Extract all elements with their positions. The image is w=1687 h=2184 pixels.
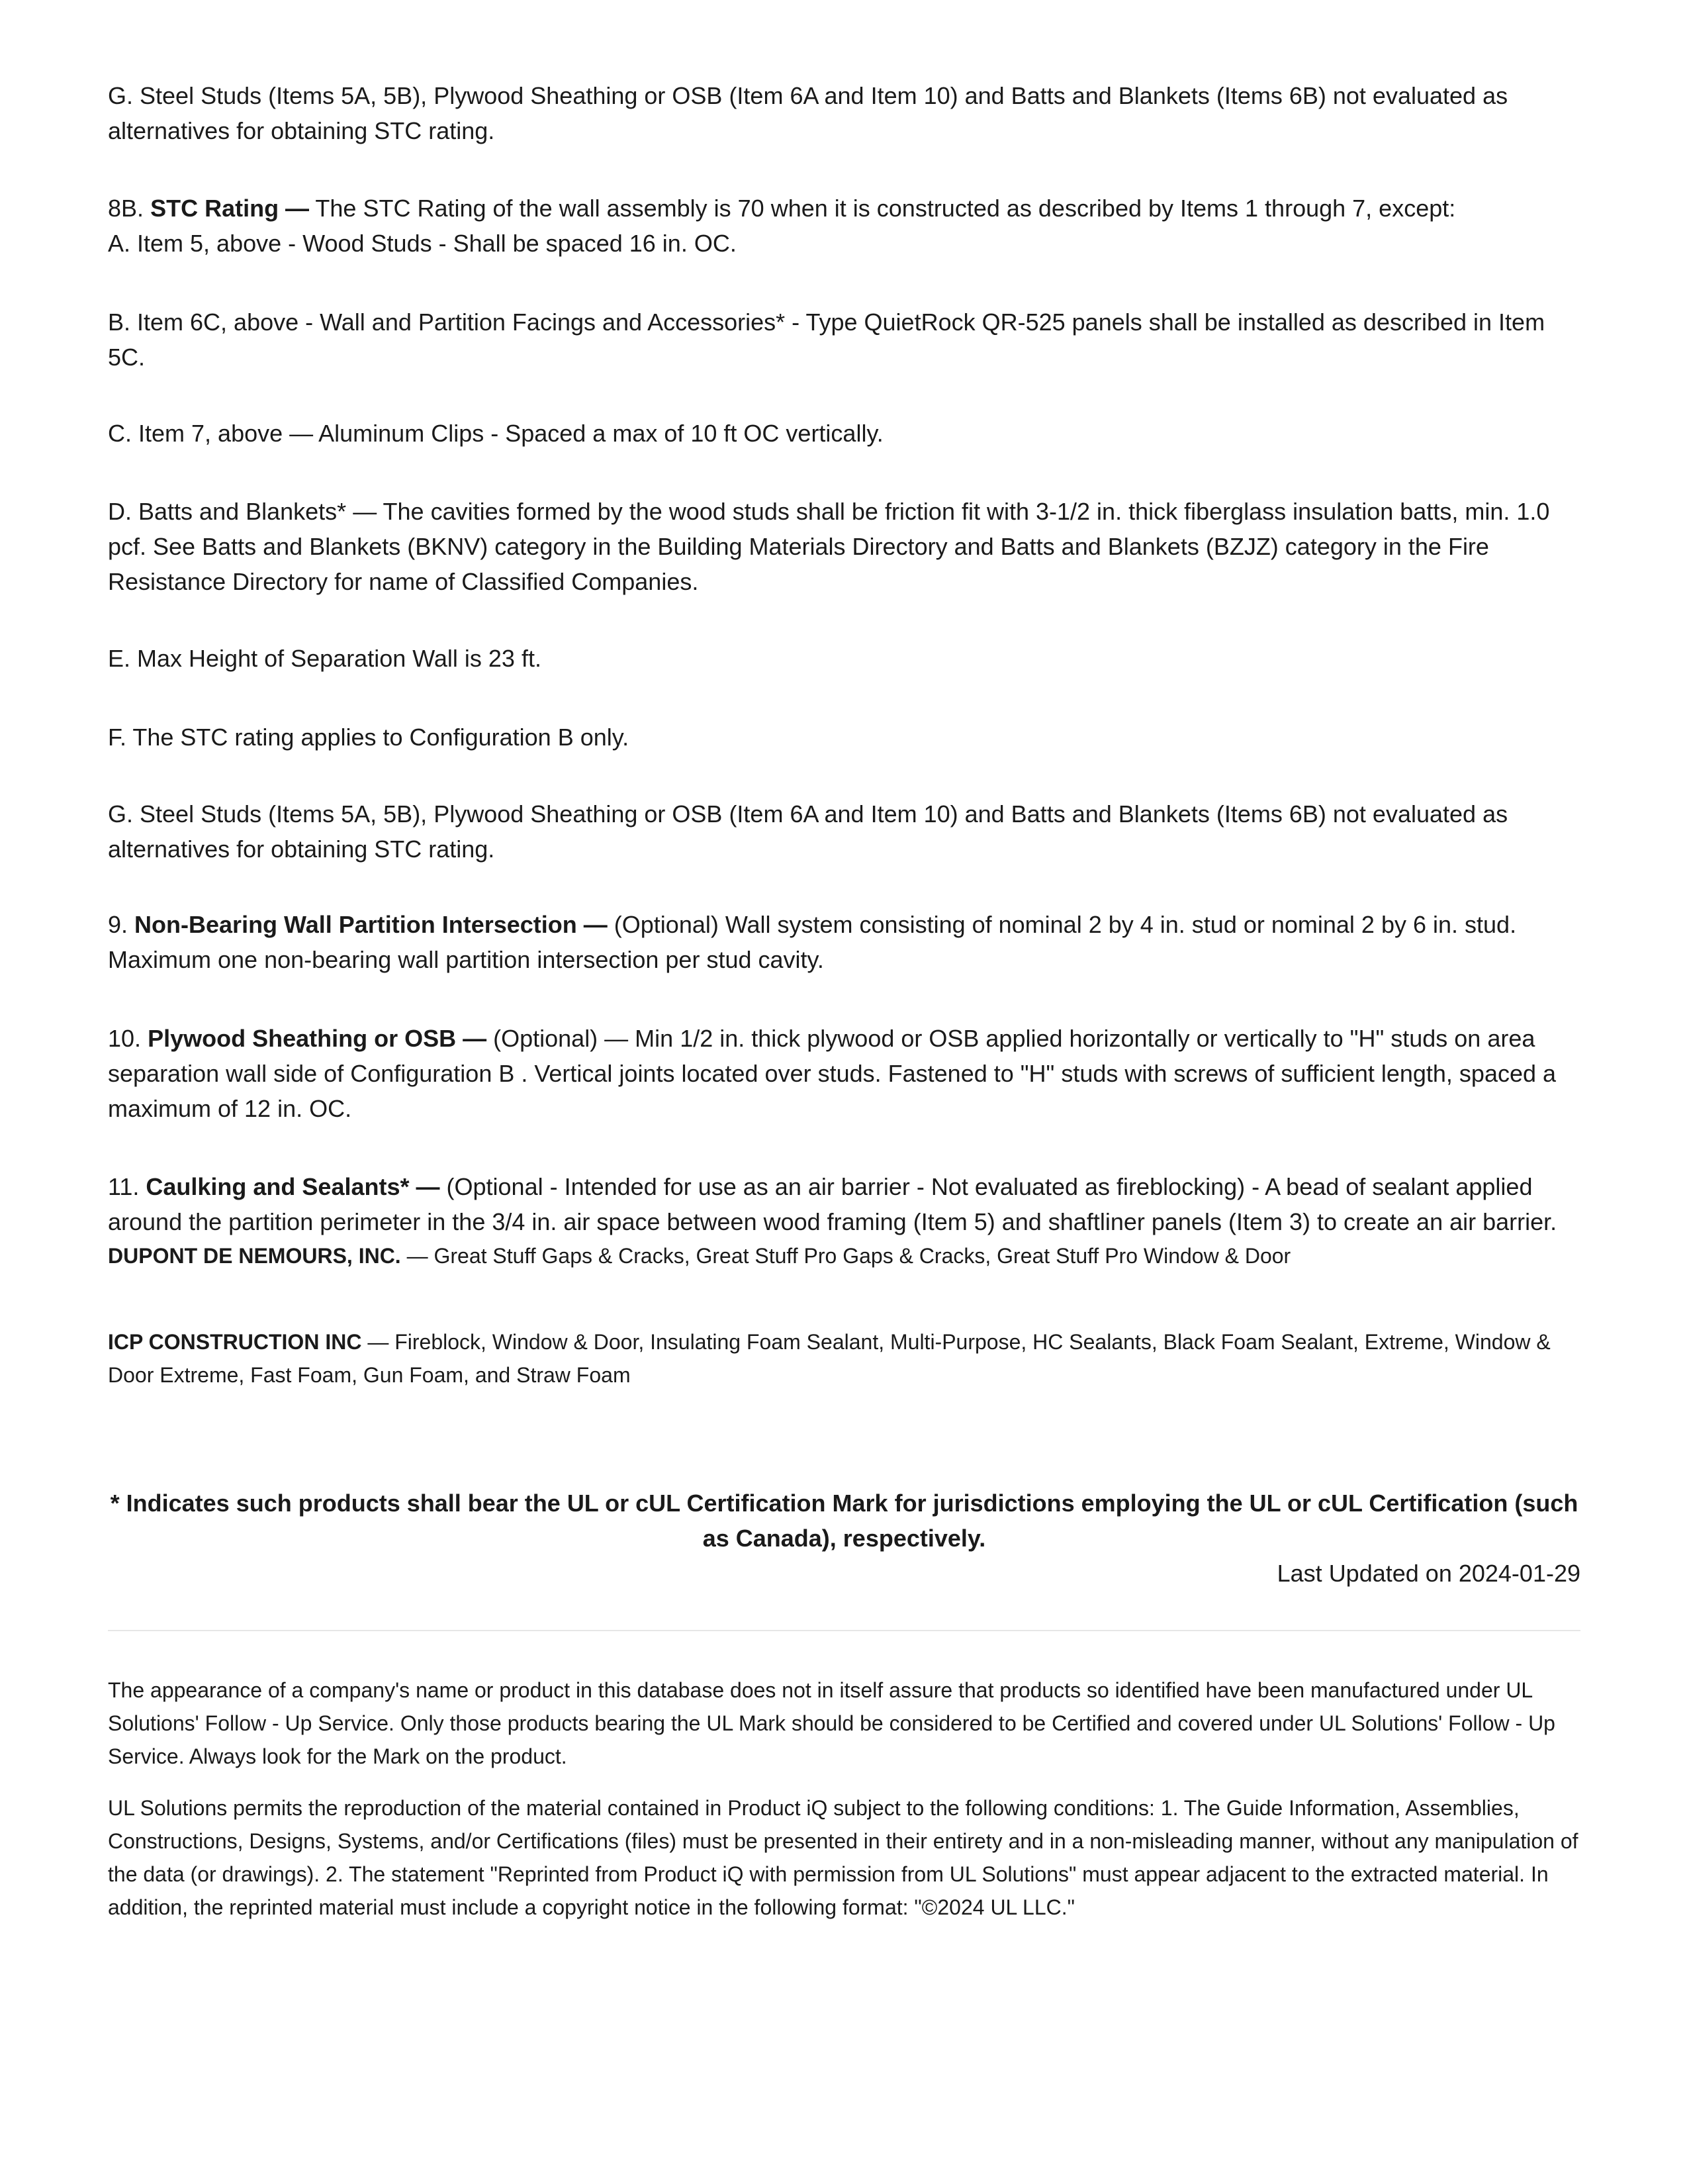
stc-item-d: D. Batts and Blankets* — The cavities formed by the wood studs shall be friction fit with 3-1/2 in. thick fiberglass insulation batts, min. 1.0 pcf. See Batts and Blankets (BKNV) category in the Building Materials Directory and Batts and Blankets (BZJZ) category in the Fire Resistance Directory for name of Classified Companies.	[108, 498, 1550, 595]
item-11-title: Caulking and Sealants* —	[146, 1173, 440, 1200]
company-dupont-products: — Great Stuff Gaps & Cracks, Great Stuff Pro Gaps & Cracks, Great Stuff Pro Window & Door	[400, 1244, 1291, 1268]
footer-divider	[108, 1630, 1580, 1631]
item-9	[108, 907, 1580, 977]
last-updated: Last Updated on 2024-01-29	[1277, 1560, 1580, 1587]
stc-title: STC Rating —	[150, 195, 310, 222]
stc-number: 8B.	[108, 195, 144, 222]
item-9-number: 9.	[108, 911, 128, 938]
stc-item-c: C. Item 7, above — Aluminum Clips - Spaced a max of 10 ft OC vertically.	[108, 420, 884, 447]
company-icp	[108, 1325, 1580, 1392]
disclaimer-reproduction: UL Solutions permits the reproduction of the material contained in Product iQ subject to the following conditions: 1. The Guide Information, Assemblies, Constructions, Designs, Systems, and/or Certifications (files) must be presented in their entirety and in a non-misleading manner, without any manipulation of the data (or drawings). 2. The statement "Reprinted from Product iQ with permission from UL Solutions" must appear adjacent to the extracted material. In addition, the reprinted material must include a copyright notice in the following format: "©2024 UL LLC."	[108, 1796, 1578, 1919]
item-10	[108, 1021, 1580, 1126]
item-10-title: Plywood Sheathing or OSB —	[148, 1025, 487, 1052]
company-icp-products: — Fireblock, Window & Door, Insulating Foam Sealant, Multi-Purpose, HC Sealants, Black Foam Sealant, Extreme, Window & Door Extreme, Fast Foam, Gun Foam, and Straw Foam	[108, 1330, 1551, 1387]
company-dupont	[108, 1239, 1580, 1272]
item-11	[108, 1169, 1580, 1239]
item-11-text: (Optional - Intended for use as an air barrier - Not evaluated as fireblocking) - A bead of sealant applied around the partition perimeter in the 3/4 in. air space between wood framing (Item 5) and shaftliner panels (Item 3) to create an air barrier.	[108, 1173, 1557, 1235]
item-10-number: 10.	[108, 1025, 142, 1052]
stc-text: The STC Rating of the wall assembly is 70 when it is constructed as described by Items 1 through 7, except:	[309, 195, 1456, 222]
item-9-title: Non-Bearing Wall Partition Intersection —	[134, 911, 608, 938]
stc-rating-section	[108, 191, 1580, 261]
item-10-text: (Optional) — Min 1/2 in. thick plywood or OSB applied horizontally or vertically to "H" studs on area separation wall side of Configuration B . Vertical joints located over studs. Fastened to "H" studs with screws of sufficient length, spaced a maximum of 12 in. OC.	[108, 1025, 1557, 1122]
stc-item-b: B. Item 6C, above - Wall and Partition Facings and Accessories* - Type QuietRock QR-525 panels shall be installed as described in Item 5C.	[108, 309, 1545, 371]
stc-rating-heading	[108, 191, 1580, 226]
company-icp-name: ICP CONSTRUCTION INC	[108, 1330, 362, 1354]
certification-note: * Indicates such products shall bear the UL or cUL Certification Mark for jurisdictions employing the UL or cUL Certification (such as Canada), respectively.	[110, 1490, 1578, 1552]
disclaimer-follow-up: The appearance of a company's name or product in this database does not in itself assure that products so identified have been manufactured under UL Solutions' Follow - Up Service. Only those products bearing the UL Mark should be considered to be Certified and covered under UL Solutions' Follow - Up Service. Always look for the Mark on the product.	[108, 1678, 1555, 1768]
company-dupont-name: DUPONT DE NEMOURS, INC.	[108, 1244, 401, 1268]
stc-item-a: A. Item 5, above - Wood Studs - Shall be spaced 16 in. OC.	[108, 230, 737, 257]
item-g-top: G. Steel Studs (Items 5A, 5B), Plywood Sheathing or OSB (Item 6A and Item 10) and Batts and Blankets (Items 6B) not evaluated as alternatives for obtaining STC rating.	[108, 82, 1508, 144]
stc-item-f: F. The STC rating applies to Configuration B only.	[108, 724, 629, 751]
stc-item-g: G. Steel Studs (Items 5A, 5B), Plywood Sheathing or OSB (Item 6A and Item 10) and Batts and Blankets (Items 6B) not evaluated as alternatives for obtaining STC rating.	[108, 800, 1508, 863]
item-11-number: 11.	[108, 1173, 140, 1200]
stc-item-e: E. Max Height of Separation Wall is 23 ft.	[108, 645, 541, 672]
item-11-section	[108, 1169, 1580, 1272]
item-9-text: (Optional) Wall system consisting of nominal 2 by 4 in. stud or nominal 2 by 6 in. stud. Maximum one non-bearing wall partition intersection per stud cavity.	[108, 911, 1517, 973]
